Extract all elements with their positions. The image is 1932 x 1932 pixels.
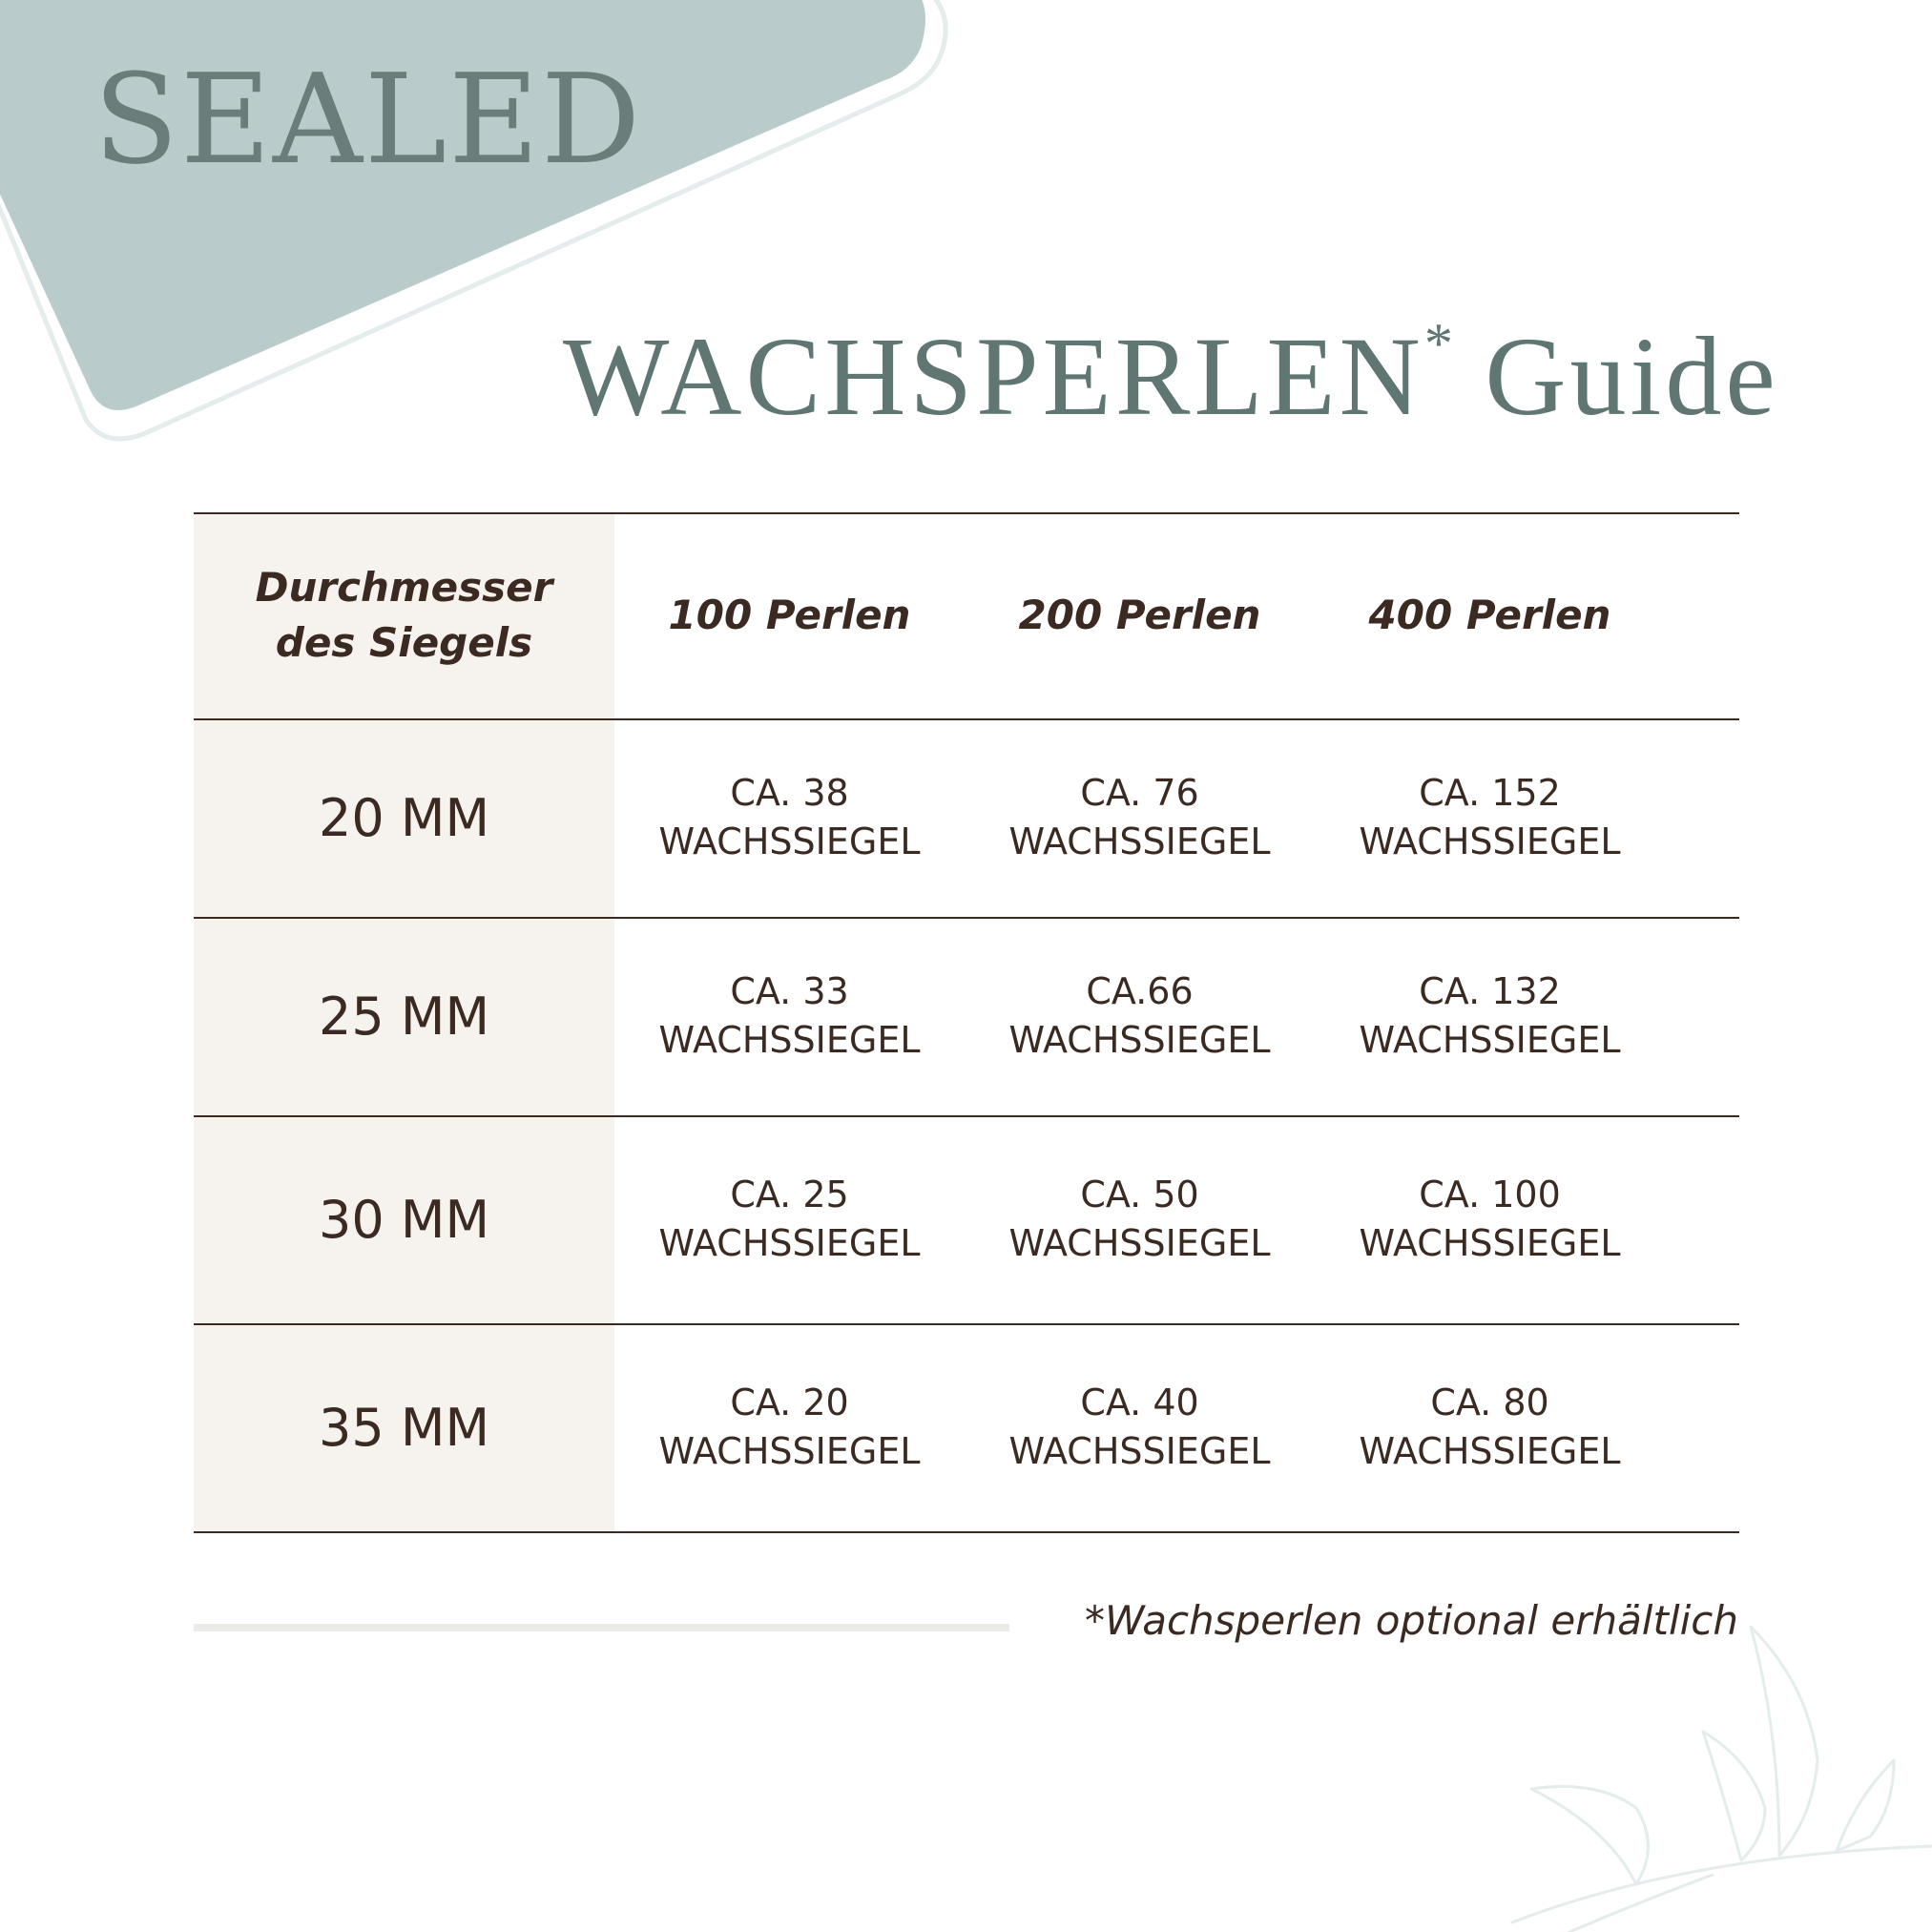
cell-unit: WACHSSIEGEL <box>1359 821 1621 862</box>
cell-amount: CA. 40 <box>1080 1381 1199 1423</box>
cell-amount: CA. 152 <box>1419 772 1561 814</box>
header-200: 200 Perlen <box>1018 592 1261 638</box>
cell-amount: CA. 25 <box>730 1174 849 1215</box>
leaf-branch-icon <box>1493 1617 1932 1932</box>
cell-unit: WACHSSIEGEL <box>658 1430 921 1472</box>
cell-amount: CA. 38 <box>730 772 849 814</box>
header-100: 100 Perlen <box>668 592 911 638</box>
table-cell <box>965 1323 1315 1531</box>
cell-unit: WACHSSIEGEL <box>658 1222 921 1264</box>
cell-amount: CA. 50 <box>1080 1174 1199 1215</box>
table-cell <box>614 917 965 1115</box>
table-cell <box>1315 718 1665 917</box>
table-cell <box>1315 1115 1665 1323</box>
cell-amount: CA. 76 <box>1080 772 1199 814</box>
table-rule <box>194 1531 1739 1533</box>
cell-amount: CA. 80 <box>1430 1381 1549 1423</box>
header-diameter-line1: Durchmesser <box>255 564 553 611</box>
cell-amount: CA. 132 <box>1419 970 1561 1012</box>
cell-unit: WACHSSIEGEL <box>1008 1019 1271 1061</box>
cell-unit: WACHSSIEGEL <box>1359 1019 1621 1061</box>
page-title <box>563 312 1779 439</box>
title-suffix: Guide <box>1485 314 1779 439</box>
cell-amount: CA. 100 <box>1419 1174 1561 1215</box>
footnote: *Wachsperlen optional erhältlich <box>1084 1597 1738 1644</box>
row-size: 30 MM <box>318 1189 490 1250</box>
table-cell <box>614 1323 965 1531</box>
footnote-divider <box>194 1624 1009 1631</box>
cell-unit: WACHSSIEGEL <box>1008 1430 1271 1472</box>
beads-table <box>194 512 1739 1533</box>
header-diameter-line2: des Siegels <box>275 619 533 666</box>
header-400: 400 Perlen <box>1368 592 1611 638</box>
cell-unit: WACHSSIEGEL <box>658 821 921 862</box>
table-cell <box>614 1115 965 1323</box>
cell-amount: CA.66 <box>1086 970 1194 1012</box>
row-size: 25 MM <box>318 986 490 1047</box>
table-cell <box>1315 917 1665 1115</box>
table-cell <box>1315 1323 1665 1531</box>
table-cell <box>965 1115 1315 1323</box>
cell-unit: WACHSSIEGEL <box>1008 1222 1271 1264</box>
table-cell <box>965 917 1315 1115</box>
cell-amount: CA. 33 <box>730 970 849 1012</box>
row-size: 20 MM <box>318 787 490 848</box>
cell-unit: WACHSSIEGEL <box>658 1019 921 1061</box>
cell-unit: WACHSSIEGEL <box>1008 821 1271 862</box>
title-asterisk: * <box>1423 312 1453 375</box>
table-cell <box>614 718 965 917</box>
header-diameter <box>194 512 614 718</box>
table-cell <box>965 718 1315 917</box>
cell-amount: CA. 20 <box>730 1381 849 1423</box>
brand-logo: SEALED <box>93 47 643 192</box>
cell-unit: WACHSSIEGEL <box>1359 1222 1621 1264</box>
title-main: WACHSPERLEN <box>563 314 1424 439</box>
cell-unit: WACHSSIEGEL <box>1359 1430 1621 1472</box>
row-size: 35 MM <box>318 1397 490 1458</box>
